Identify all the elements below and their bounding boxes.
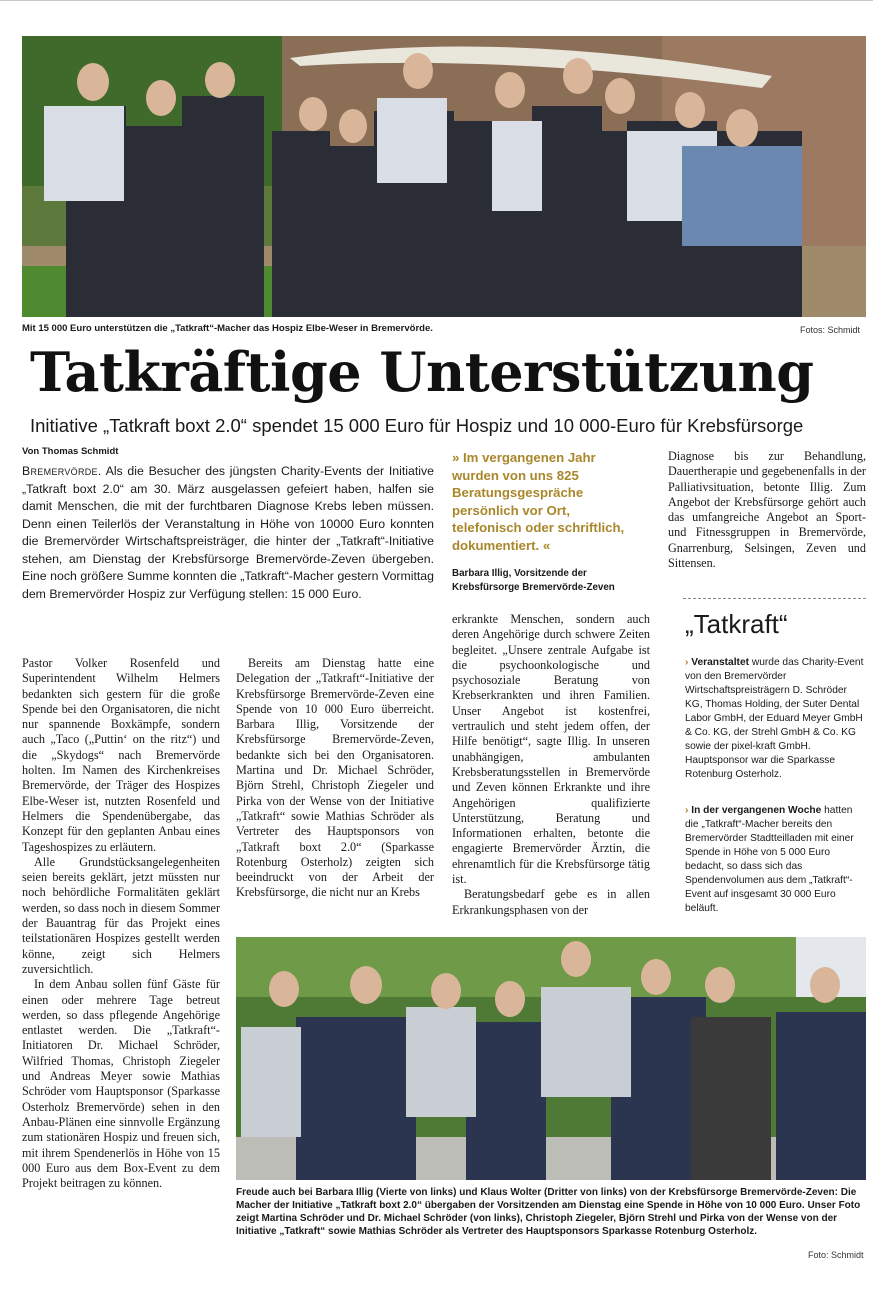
photo-bottom-caption-text: Freude auch bei Barbara Illig (Vierte von links) und Klaus Wolter (Dritter von links) von der Krebsfürsorge Bremervörde-Zeven: Die Macher der Initiative „Tatkraft boxt 2.0“ übergaben der Vorsitzenden am Dienstag eine Spende in Höhe von 10 000 Euro. Unser Foto zeigt Martina Schröder und Dr. Michael Schröder (von links), Christoph Ziegeler, Björn Strehl und Pirka von der Wense von der Initiative „Tatkraft“ sowie Mathias Schröder als Vertreter des Hauptsponsors Sparkasse Rotenburg Osterholz. <box>236 1187 861 1237</box>
infobox-item <box>685 656 865 782</box>
quote-attribution: Barbara Illig, Vorsitzende der Krebsfürsorge Bremervörde-Zeven <box>452 568 615 593</box>
subheadline: Initiative „Tatkraft boxt 2.0“ spendet 15 000 Euro für Hospiz und 10 000-Euro für Krebsfürsorge <box>30 415 804 436</box>
arrow-icon: › <box>685 805 689 816</box>
body-column-3 <box>452 612 650 918</box>
paragraph: Pastor Volker Rosenfeld und Superintendent Wilhelm Helmers bedankten sich gestern für die große Spende bei den Organisatoren, die nicht nur spannende Boxkämpfe, sondern auch „Taco („Puttin‘ on the ritz“) und die „Skydogs“ nach Bremervörde holten. Im Namen des Kirchenkreises Bremervörde, der Träger des Hospizes Elbe-Weser ist, nutzten Rosenfeld und Helmers die Spendenübergabe, das Konzept für den geplanten Anbau eines Tageshospizes zu erläutern. <box>22 656 220 854</box>
headline: Tatkräftige Unterstützung <box>30 340 814 404</box>
group-photo-bottom <box>236 937 866 1180</box>
lead-paragraph <box>22 463 434 603</box>
group-photo-top <box>22 36 866 317</box>
photo-top-caption: Mit 15 000 Euro unterstützen die „Tatkraft“-Macher das Hospiz Elbe-Weser in Bremervörde. <box>22 323 433 334</box>
pull-quote <box>452 449 640 555</box>
infobox-item-text: hatten die „Tatkraft“-Macher bereits den Bremervörder Stadtteilladen mit einer Spende in Höhe von 5 000 Euro bedacht, so dass sich das Spendenvolumen aus dem „Tatkraft“-Event auf insgesamt 30 000 Euro beläuft. <box>685 805 854 914</box>
byline: Von Thomas Schmidt <box>22 446 119 457</box>
lead-text: Als die Besucher des jüngsten Charity-Events der Initiative „Tatkraft boxt 2.0“ am 30. März ausgelassen gefeiert haben, halfen sie damit Menschen, die mit der furchtbaren Diagnose Krebs leben müssen. Denn einen Teilerlös der Veranstaltung in Höhe von 10000 Euro konnten die Bremervörder Wirtschaftspreisträger, die hinter der „Tatkraft“-Initiative stehen, am Dienstag der Krebsfürsorge Bremervörde-Zeven übergeben. Eine noch größere Summe konnten die „Tatkraft“-Macher gestern Vormittag dem Bremervörder Hospiz zur Verfügung stellen: 15 000 Euro. <box>22 464 434 601</box>
top-rule <box>0 0 873 1</box>
arrow-icon: › <box>685 657 689 668</box>
quote-text: Im vergangenen Jahr wurden von uns 825 Beratungsgespräche persönlich vor Ort, telefonisch oder schriftlich, dokumentiert. <box>452 450 625 553</box>
paragraph: Bereits am Dienstag hatte eine Delegation der „Tatkraft“-Initiative der Krebsfürsorge Bremervörde-Zeven eine Spende von 10 000 Euro überreicht. Barbara Illig, Vorsitzende der Krebsfürsorge Bremervörde-Zeven, bedankte sich bei den Organisatoren. Martina und Dr. Michael Schröder, Björn Strehl, Christoph Ziegeler und Pirka von der Wense von der Initiative „Tatkraft“ sowie Mathias Schröder als Vertreter des Hauptsponsors von „Tatkraft boxt 2.0“ (Sparkasse Rotenburg Osterholz) zeigten sich beeindruckt von der Arbeit der Krebsfürsorge, die nicht nur an Krebs <box>236 656 434 900</box>
body-column-4 <box>668 449 866 571</box>
infobox-item <box>685 804 865 916</box>
body-column-1 <box>22 656 220 1191</box>
photo-top-credit: Fotos: Schmidt <box>800 325 861 335</box>
photo-bottom-caption <box>236 1186 866 1238</box>
paragraph: Diagnose bis zur Behandlung, Dauertherapie und gegebenenfalls in der Palliativsituation, betonte Illig. Zum Angebot der Krebsfürsorge gehört auch das umfangreiche Angebot an Sport- und Fitnessgruppen in Bremervörde, Gnarrenburg, Selsingen, Zeven und Sittensen. <box>668 449 866 571</box>
body-column-2 <box>236 656 434 901</box>
infobox-divider <box>683 598 866 599</box>
quote-close-mark: « <box>542 537 551 553</box>
paragraph: Alle Grundstücksangelegenheiten seien bereits geklärt, jetzt müssten nur noch behördliche Formalitäten geklärt werden, so dass noch in diesem Sommer der Bauantrag für das Projekt eines teilstationären Hospizes gestellt werden könne, zeigt sich Helmers zuversichtlich. <box>22 854 221 976</box>
paragraph: erkrankte Menschen, sondern auch deren Angehörige durch schwere Zeiten begleitet. „Unsere zentrale Aufgabe ist die psychoonkologische und psychosoziale Beratung von Krebserkrankten und ihren Familien. Unser Angebot ist kostenfrei, vertraulich und steht jedem offen, der Hilfe benötigt“, sagte Illig. In unseren unabhängigen, ambulanten Krebsberatungsstellen in Bremervörde und Zeven können Erkrankte und ihre Angehörigen qualifizierte Unterstützung, Beratung und Informationen erhalten, betonte die engagierte Bremervörder Ärztin, die ehrenamtlich für die Krebsfürsorge tätig ist. <box>452 612 650 887</box>
photo-bottom-credit: Foto: Schmidt <box>808 1250 864 1260</box>
infobox-item-lead: In der vergangenen Woche <box>691 805 822 816</box>
quote-open-mark: » <box>452 450 460 465</box>
dateline: Bremervörde. <box>22 464 102 478</box>
paragraph: Beratungsbedarf gebe es in allen Erkrankungsphasen von der <box>452 887 650 917</box>
infobox-item-lead: Veranstaltet <box>691 657 750 668</box>
paragraph: In dem Anbau sollen fünf Gäste für einen oder mehrere Tage betreut werden, so dass pflegende Angehörige entlastet werden. Die „Tatkraft“-Initiatoren Dr. Michael Schröder, Wilfried Thomas, Christoph Ziegeler und Andreas Meyer sowie Mathias Schröder vom Hauptsponsor (Sparkasse Osterholz Bremervörde) sehen in den Anbau-Plänen eine sinnvolle Ergänzung zum stationären Hospiz und freuen sich, mit ihrem Spendenerlös in Höhe von 15 000 Euro aus dem Box-Event zu dem Projekt beitragen zu können. <box>22 977 220 1191</box>
infobox-title: „Tatkraft“ <box>685 609 788 639</box>
infobox-item-text: wurde das Charity-Event von den Bremervörder Wirtschaftspreisträgern D. Schröder KG, Thomas Holding, der Suter Dental Labor GmbH, der Eduard Meyer GmbH & Co. KG, der Strehl GmbH & Co. KG sowie der pixel-kraft GmbH. Hauptsponsor war die Sparkasse Rotenburg Osterholz. <box>685 657 864 780</box>
